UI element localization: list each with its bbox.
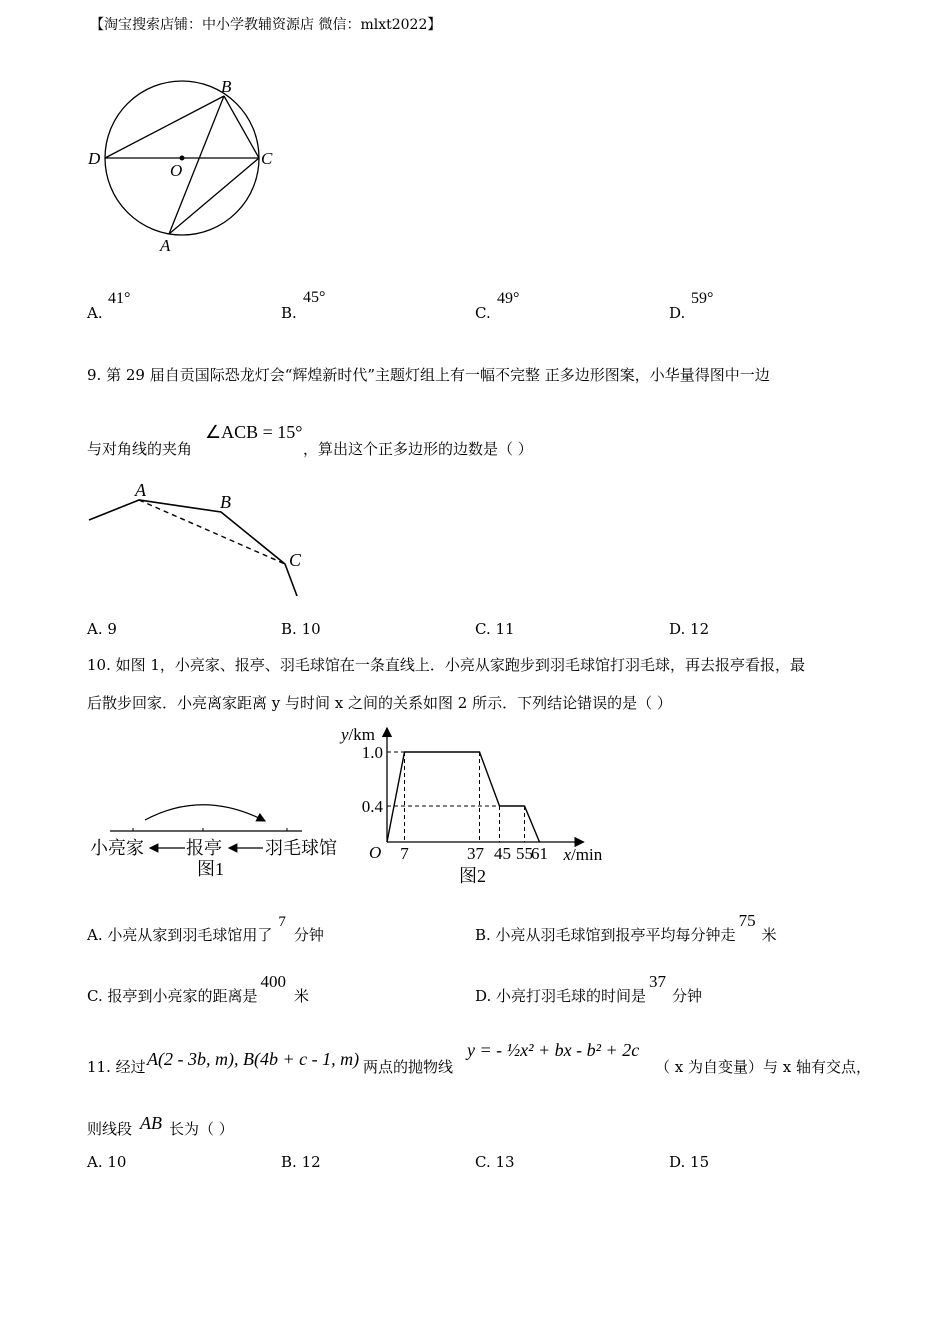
q9-option-d: [669, 620, 709, 638]
q8-option-a-letter: A.: [87, 304, 103, 322]
q8-option-b-letter: B.: [281, 304, 297, 322]
q11-option-c: [475, 1153, 515, 1171]
q10-option-b-text: B. 小亮从羽毛球馆到报亭平均每分钟走: [475, 926, 736, 944]
x-tick-label-7: 7: [400, 844, 409, 863]
q11-option-a: [87, 1153, 126, 1171]
q8-option-b-value: 45°: [303, 289, 326, 306]
q10-option-d: [475, 972, 703, 1006]
q10-option-c: [87, 972, 309, 1006]
q9-option-b: [281, 620, 321, 638]
q11-option-d-letter: D.: [669, 1153, 686, 1171]
polygon-edges: [89, 500, 297, 596]
q10-option-b-num: 75: [738, 911, 756, 930]
q10-line2: 后散步回家．小亮离家距离 y 与时间 x 之间的关系如图 2 所示．下列结论错误的是（ ）: [87, 694, 672, 712]
q9-option-b-value: 10: [301, 620, 321, 638]
q10-option-c-text: C. 报亭到小亮家的距离是: [87, 987, 258, 1005]
q11-option-b: [281, 1153, 321, 1171]
x-tick-label-37: 37: [467, 844, 484, 863]
q11-option-b-letter: B.: [281, 1153, 297, 1171]
q9-polygon-figure: [85, 478, 315, 603]
q9-option-a: [87, 620, 117, 638]
q10-option-a-num: 7: [278, 914, 286, 930]
q10-option-a-unit: 分钟: [293, 926, 324, 944]
q8-circle-figure: [80, 70, 290, 260]
label-d: D: [88, 149, 101, 168]
q10-option-c-unit: 米: [293, 987, 309, 1005]
q9-option-d-letter: D.: [669, 620, 686, 638]
label-c: C: [261, 149, 273, 168]
q9-line2-start: 与对角线的夹角: [87, 440, 193, 458]
x-axis-label: x/min: [563, 845, 603, 864]
q11-line2-end: 长为（ ）: [169, 1120, 234, 1138]
x-tick-label-45: 45: [494, 844, 511, 863]
q11-option-b-value: 12: [301, 1153, 321, 1171]
q9-option-a-value: 9: [107, 620, 117, 638]
q11-option-a-value: 10: [107, 1153, 127, 1171]
q11-option-d-value: 15: [690, 1153, 710, 1171]
q8-option-d-value: 59°: [691, 290, 714, 307]
label-b: B: [221, 77, 232, 96]
q10-option-d-text: D. 小亮打羽毛球的时间是: [475, 987, 647, 1005]
q9-option-a-letter: A.: [87, 620, 103, 638]
label-c: C: [289, 550, 302, 570]
q10-option-d-unit: 分钟: [672, 987, 703, 1005]
q10-figure2-chart: [335, 722, 620, 887]
x-tick-label-55: 55: [516, 844, 533, 863]
q11-lead: 11. 经过: [87, 1058, 146, 1076]
chord-ac: [169, 158, 259, 234]
diagonal-ac: [139, 500, 285, 564]
y-tick-label-0.4: 0.4: [361, 797, 383, 816]
q10-figure1: [85, 795, 350, 885]
q11-option-c-letter: C.: [475, 1153, 491, 1171]
q11-tail: （ x 为自变量）与 x 轴有交点，: [655, 1058, 871, 1076]
q10-option-b: [475, 911, 777, 945]
q9-line2-end: ，算出这个正多边形的边数是（ ）: [303, 440, 533, 458]
q9-option-c-value: 11: [495, 620, 515, 638]
label-home: 小亮家: [90, 838, 144, 858]
q9-option-b-letter: B.: [281, 620, 297, 638]
chord-db: [105, 96, 224, 158]
label-a: A: [135, 480, 146, 500]
origin-label: O: [369, 843, 382, 862]
q9-line1: 9. 第 29 届自贡国际恐龙灯会“辉煌新时代”主题灯组上有一幅不完整 正多边形图案，小华量得图中一边: [87, 366, 770, 384]
q8-option-c-letter: C.: [475, 304, 491, 322]
q8-option-a-value: 41°: [108, 290, 131, 307]
label-a: A: [160, 236, 171, 255]
center-dot: [180, 156, 185, 161]
q10-option-c-num: 400: [260, 972, 286, 991]
q10-option-a-text: A. 小亮从家到羽毛球馆用了: [87, 926, 273, 944]
q10-option-b-unit: 米: [761, 926, 777, 944]
x-tick-label-61: 61: [531, 844, 548, 863]
y-tick-label-1.0: 1.0: [361, 743, 383, 762]
page-header: 【淘宝搜索店铺：中小学教辅资源店 微信：mlxt2022】: [90, 17, 442, 33]
figure1-caption: 图1: [197, 859, 224, 879]
route-arrow: [145, 805, 265, 821]
q10-line1: 10. 如图 1，小亮家、报亭、羽毛球馆在一条直线上．小亮从家跑步到羽毛球馆打羽毛球，再去报亭看报，最: [87, 656, 805, 674]
q9-option-c-letter: C.: [475, 620, 491, 638]
q11-line2-start: 则线段: [87, 1120, 133, 1138]
q11-option-a-letter: A.: [87, 1153, 103, 1171]
q8-option-d-letter: D.: [669, 304, 686, 322]
q11-mid: 两点的抛物线: [363, 1058, 454, 1076]
q8-option-c-value: 49°: [497, 290, 520, 307]
label-kiosk: 报亭: [186, 838, 222, 858]
q10-option-d-num: 37: [649, 972, 667, 991]
y-axis-label: y/km: [341, 725, 375, 744]
label-b: B: [220, 492, 231, 512]
distance-series-line: [387, 752, 540, 842]
chord-bc: [224, 96, 259, 158]
q11-function: y = - ½x² + bx - b² + 2c: [467, 1040, 640, 1060]
q9-option-c: [475, 620, 515, 638]
q11-option-c-value: 13: [495, 1153, 515, 1171]
label-o: O: [170, 161, 183, 180]
q11-points: A(2 - 3b, m), B(4b + c - 1, m): [147, 1049, 360, 1069]
label-gym: 羽毛球馆: [265, 838, 337, 858]
figure2-caption: 图2: [459, 866, 486, 886]
q9-option-d-value: 12: [690, 620, 710, 638]
q11-option-d: [669, 1153, 709, 1171]
q10-option-a: [87, 914, 324, 945]
q9-angle-formula: ∠ACB = 15°: [205, 422, 303, 442]
q11-segment: AB: [140, 1113, 162, 1133]
